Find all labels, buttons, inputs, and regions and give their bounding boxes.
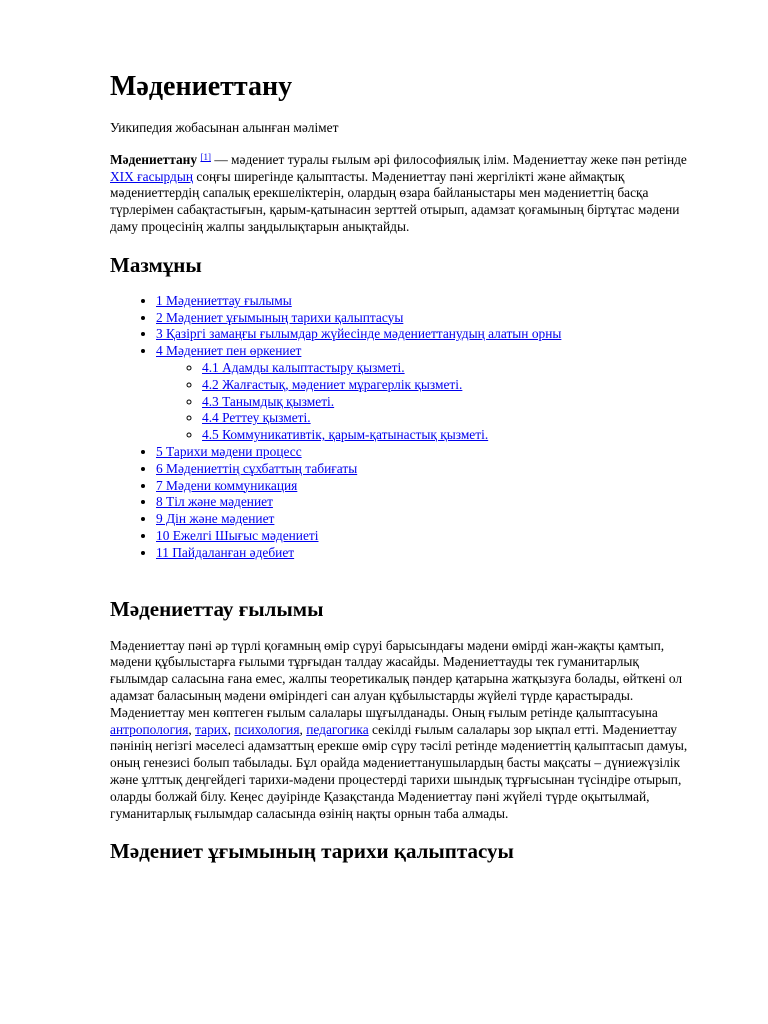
intro-text-1: — мәдениет туралы ғылым әрі философиялық ілім. Мәдениеттау жеке пән ретінде (210, 151, 687, 167)
toc-subitem (202, 360, 700, 377)
toc-link-11[interactable]: 11 Пайдаланған әдебиет (156, 544, 295, 560)
toc-item (156, 343, 700, 444)
intro-bold-term: Мәдениеттану (110, 151, 198, 167)
toc-link-7[interactable]: 7 Мәдени коммуникация (156, 477, 298, 493)
toc-item (156, 494, 700, 511)
toc-subitem (202, 427, 700, 444)
toc-link-4-3[interactable]: 4.3 Танымдық қызметі. (202, 393, 335, 409)
page-title: Мәдениеттану (110, 71, 293, 102)
toc-item (156, 478, 700, 495)
toc-item (156, 326, 700, 343)
reference-link[interactable]: [1] (200, 151, 211, 162)
psychology-link[interactable]: психология (234, 721, 300, 737)
pedagogy-link[interactable]: педагогика (306, 721, 369, 737)
toc-link-10[interactable]: 10 Ежелгі Шығыс мәдениеті (156, 527, 319, 543)
intro-text-2: соңғы ширегінде қалыптасты. Мәдениеттау пәні жергілікті және аймақтық мәдениеттердің сапалық ерекшеліктерін, олардың өзара байланыстары мен мәдениеттің басқа түрлерімен сабақтастығын, қарым-қатынасин зерттей отырып, адамзат қоғамының біртұтас мәдени даму процесінің жалпы заңдылықтарын анықтайды. (110, 168, 680, 234)
toc-link-4-4[interactable]: 4.4 Реттеу қызметі. (202, 410, 311, 426)
history-link[interactable]: тарих (195, 721, 228, 737)
section-1-text-1: Мәдениеттау пәні әр түрлі қоғамның өмір сүруі барысындағы мәдени өмірді жан-жақты қамтып, мәдени құбылыстарға ғылыми тұрғыдан талдау жасайды. Мәдениеттауды тек гуманитарлық ғылымдар саласына ғана емес, жалпы теоретикалық пәндер қатарына жатқызуға болады, өйткені ол адамзат баласының мәдени өміріндегі сан алуан құбылыстарды жүйелі түрде қарастырады. Мәдениеттау мен көптеген ғылым салалары шұғылданады. Оның ғылым ретінде қалыптасуына (110, 637, 683, 720)
toc-subitem (202, 394, 700, 411)
section-1-paragraph (110, 638, 700, 823)
separator: , (227, 721, 235, 737)
toc-item (156, 545, 700, 562)
section-heading-2: Мәдениет ұғымының тарихи қалыптасуы (110, 839, 514, 864)
toc-item (156, 528, 700, 545)
toc-link-5[interactable]: 5 Тарихи мәдени процесс (156, 443, 302, 459)
table-of-contents (110, 293, 700, 562)
site-subtitle: Уикипедия жобасынан алынған мәлімет (110, 120, 339, 135)
toc-item (156, 444, 700, 461)
toc-link-2[interactable]: 2 Мәдениет ұғымының тарихи қалыптасуы (156, 309, 404, 325)
toc-link-3[interactable]: 3 Қазіргі замаңғы ғылымдар жүйесінде мәдениеттанудың алатын орны (156, 326, 562, 342)
toc-link-4[interactable]: 4 Мәдениет пен өркениет (156, 343, 302, 359)
toc-link-4-1[interactable]: 4.1 Адамды калыптастыру қызметі. (202, 359, 405, 375)
toc-link-9[interactable]: 9 Дін және мәдениет (156, 511, 275, 527)
separator: , (188, 721, 196, 737)
toc-sublist (156, 360, 700, 444)
toc-link-4-5[interactable]: 4.5 Коммуникативтік, қарым-қатынастық қызметі. (202, 427, 489, 443)
toc-link-1[interactable]: 1 Мәдениеттау ғылымы (156, 292, 292, 308)
toc-link-8[interactable]: 8 Тіл және мәдениет (156, 494, 273, 510)
section-1-text-2: секілді ғылым салалары зор ықпал етті. Мәдениеттау пәнінің негізгі мәселесі адамзаттың ерекше өмір сүру тәсілі ретінде мәдениеттің қалыптасып дамуы, оның генезисі болып табылады. Бұл орайда мәдениеттанушылардың басты мақсаты – дүниежүзілік және ұлттық деңгейдегі тарихи-мәдени процестерді тарихи шындық тұрғысынан түсіндіре отырып, оларды болжай білу. Кеңес дәуірінде Қазақстанда Мәдениеттау пәні жүйелі түрде оқытылмай, гуманитарлық ғылымдар саласында өзінің нақты орнын таба алмады. (110, 721, 688, 821)
toc-link-6[interactable]: 6 Мәдениеттің сұхбаттың табиғаты (156, 460, 358, 476)
toc-heading: Мазмұны (110, 252, 202, 277)
intro-paragraph (110, 152, 700, 236)
toc-link-4-2[interactable]: 4.2 Жалғастық, мәдениет мұрагерлік қызметі. (202, 376, 463, 392)
toc-item (156, 310, 700, 327)
toc-subitem (202, 377, 700, 394)
toc-item (156, 461, 700, 478)
anthropology-link[interactable]: антропология (110, 721, 189, 737)
toc-item (156, 293, 700, 310)
section-heading-1: Мәдениеттау ғылымы (110, 596, 324, 621)
century-link[interactable]: XIX ғасырдың (110, 168, 194, 184)
toc-item (156, 511, 700, 528)
toc-subitem (202, 410, 700, 427)
separator: , (299, 721, 307, 737)
